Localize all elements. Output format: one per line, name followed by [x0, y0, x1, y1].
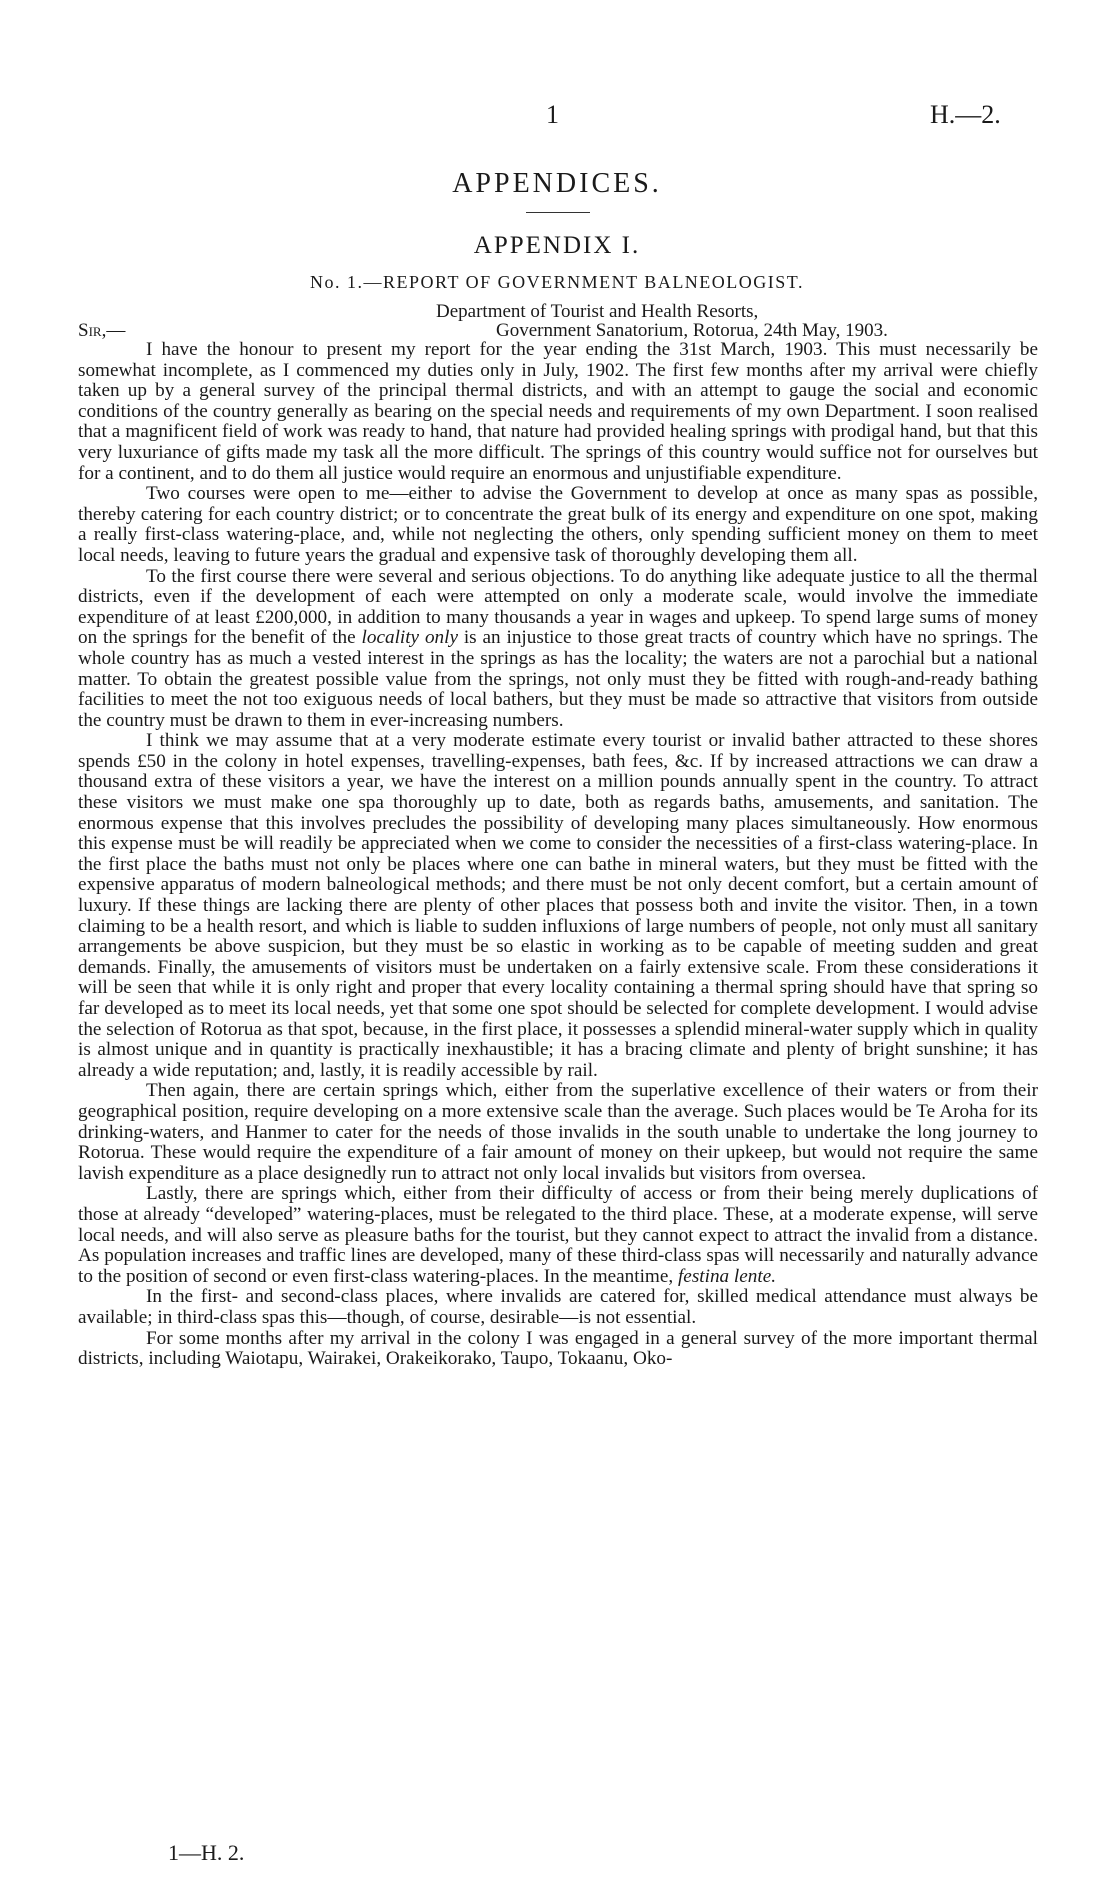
paragraph-3-text-a: To the first course there were several and serious objections. To do anything like adequate justice to all the thermal districts, even if the development of each were attempted on only a moderate scale, would involve the immediate expenditure of at least £200,000, in addition to many thousands a year in wages and upkeep. To spend large sums of money on the springs for the benefit of the [78, 565, 1038, 649]
address-line-2: Government Sanatorium, Rotorua, 24th May, 1903. [496, 320, 888, 341]
appendix-heading: APPENDIX I. [473, 232, 641, 259]
address-line-1: Department of Tourist and Health Resorts, [436, 301, 759, 322]
footer-reference: 1—H. 2. [168, 1840, 245, 1865]
title-divider [526, 212, 590, 213]
paragraph-3-emphasis: locality only [361, 627, 458, 649]
report-body [78, 340, 1038, 1370]
paragraph-3 [78, 567, 1038, 732]
report-title: No. 1.—REPORT OF GOVERNMENT BALNEOLOGIST. [310, 272, 804, 292]
paragraph-1: I have the honour to present my report for the year ending the 31st March, 1903. This must necessarily be somewhat incomplete, as I commenced my duties only in July, 1902. The first few months after my arrival were chiefly taken up by a general survey of the principal thermal districts, and with an attempt to gauge the social and economic conditions of the country generally as bearing on the special needs and requirements of my own Department. I soon realised that a magnificent field of work was ready to hand, that nature had provided healing springs with prodigal hand, but that this very luxuriance of gifts made my task all the more difficult. The springs of this country would suffice not for ourselves but for a continent, and to do them all justice would require an enormous and unjustifiable expenditure. [78, 339, 1038, 484]
paragraph-3-text-b: is an injustice to those great tracts of country which have no springs. The whole country has as much a vested interest in the springs as has the locality; the waters are not a parochial but a national matter. To obtain the greatest possible value from the springs, not only must they be fitted with rough-and-ready bathing facilities to meet the not too exiguous needs of local bathers, but they must be made so attractive that visitors from outside the country must be drawn to them in ever-increasing numbers. [78, 627, 1038, 731]
paragraph-4: I think we may assume that at a very moderate estimate every tourist or invalid bather attracted to these shores spends £50 in the colony in hotel expenses, travelling-expenses, bath fees, &c. If by increased attractions we can draw a thousand extra of these visitors a year, we have the interest on a million pounds annually spent in the country. To attract these visitors we must make one spa thoroughly up to date, both as regards baths, amusements, and sanitation. The enormous expense that this involves precludes the possibility of developing many places simultaneously. How enormous this expense must be will readily be appreciated when we come to consider the necessities of a first-class watering-place. In the first place the baths must not only be places where one can bathe in mineral waters, but they must be fitted with the expensive apparatus of modern balneological methods; and there must be not only decent comfort, but a certain amount of luxury. If these things are lacking there are plenty of other places that possess both and invite the visitor. Then, in a town claiming to be a health resort, and which is liable to sudden influxions of large numbers of people, not only must all sanitary arrangements be above suspicion, but they must be so elastic in working as to be capable of meeting sudden and great demands. Finally, the amusements of visitors must be undertaken on a fairly extensive scale. From these considerations it will be seen that while it is only right and proper that every locality containing a thermal spring should have that spring so far developed as to meet its local needs, yet that some one spot should be selected for complete development. I would advise the selection of Rotorua as that spot, because, in the first place, it possesses a splendid mineral-water supply which in quality is almost unique and in quantity is practically inexhaustible; it has a bracing climate and plenty of bright sunshine; it has already a wide reputation; and, lastly, it is readily accessible by rail. [78, 730, 1038, 1081]
page-number: 1 [546, 100, 559, 129]
page-title: APPENDICES. [452, 168, 662, 199]
paragraph-8: For some months after my arrival in the colony I was engaged in a general survey of the more important thermal districts, including Waiotapu, Wairakei, Orakeikorako, Taupo, Tokaanu, Oko- [78, 1327, 1038, 1370]
paragraph-6-emphasis: festina lente. [677, 1265, 777, 1287]
document-reference: H.—2. [930, 100, 1001, 129]
paragraph-2: Two courses were open to me—either to advise the Government to develop at once as many spas as possible, thereby catering for each country district; or to concentrate the great bulk of its energy and expenditure on one spot, making a really first-class watering-place, and, while not neglecting the others, only spending sufficient money on them to meet local needs, leaving to future years the gradual and expensive task of thoroughly developing them all. [78, 483, 1038, 566]
salutation: Sir,— [78, 320, 126, 341]
paragraph-6 [78, 1184, 1038, 1287]
paragraph-7: In the first- and second-class places, where invalids are catered for, skilled medical attendance must always be available; in third-class spas this—though, of course, desirable—is not essential. [78, 1286, 1038, 1328]
paragraph-5: Then again, there are certain springs which, either from the superlative excellence of their waters or from their geographical position, require developing on a more extensive scale than the average. Such places would be Te Aroha for its drinking-waters, and Hanmer to cater for the needs of those invalids in the south unable to undertake the long journey to Rotorua. These would require the expenditure of a fair amount of money on their upkeep, but would not require the same lavish expenditure as a place designedly run to attract not only local invalids but visitors from oversea. [78, 1080, 1038, 1184]
paragraph-6-text-a: Lastly, there are springs which, either from their difficulty of access or from their being merely duplications of those at already “developed” watering-places, must be relegated to the third place. These, at a moderate expense, will serve local needs, and will also serve as pleasure baths for the tourist, but they cannot expect to attract the invalid from a distance. As population increases and traffic lines are developed, many of these third-class spas will necessarily and naturally advance to the position of second or even first-class watering-places. In the meantime, [78, 1183, 1038, 1287]
